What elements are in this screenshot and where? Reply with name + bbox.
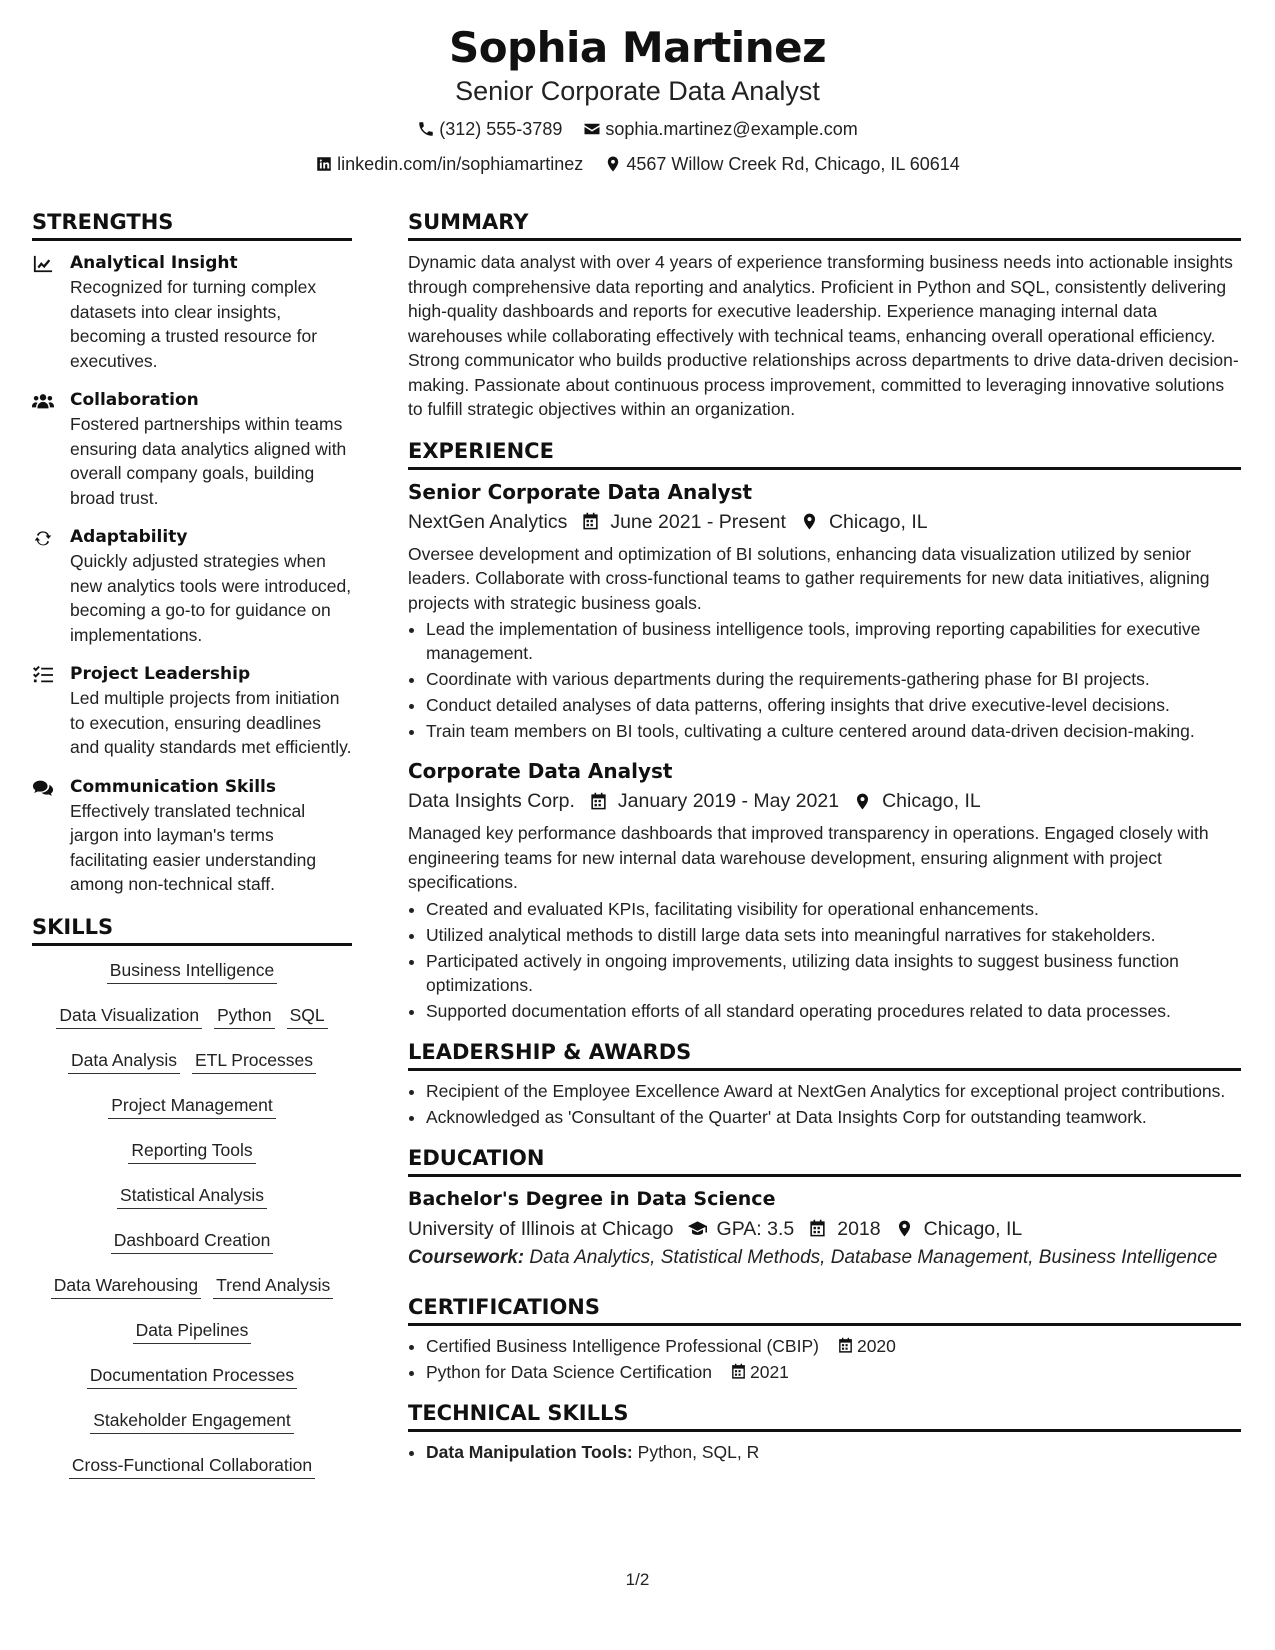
leadership-heading: LEADERSHIP & AWARDS	[408, 1037, 1241, 1071]
job-entry	[408, 757, 1241, 1023]
strength-title: Adaptability	[70, 527, 188, 547]
skills-heading: SKILLS	[32, 912, 352, 946]
job-dates: June 2021 - Present	[610, 510, 786, 533]
job-bullet: • Participated actively in ongoing improvements, utilizing data insights to suggest business function optimizations.	[426, 949, 1241, 997]
strength-desc: Effectively translated technical jargon into layman's terms facilitating easier understanding among non-technical staff.	[70, 800, 317, 894]
job-location: Chicago, IL	[828, 510, 928, 533]
summary-heading: SUMMARY	[408, 207, 1241, 241]
skill-tag: Data Pipelines	[133, 1318, 252, 1344]
skill-tag: Trend Analysis	[213, 1273, 333, 1299]
award-bullet: • Acknowledged as 'Consultant of the Quarter' at Data Insights Corp for outstanding teamwork.	[426, 1105, 1241, 1129]
strength-desc: Recognized for turning complex datasets into clear insights, becoming a trusted resource for executives.	[70, 277, 318, 371]
job-bullet: • Supported documentation efforts of all standard operating procedures related to data processes.	[426, 999, 1241, 1023]
strength-item	[32, 662, 352, 760]
coursework-label: Coursework:	[408, 1246, 525, 1268]
job-bullets	[408, 897, 1241, 1023]
contact-row-1	[0, 118, 1275, 143]
tasks-icon	[32, 665, 54, 685]
certification-year: 2021	[749, 1361, 789, 1382]
skill-tag: Project Management	[108, 1093, 275, 1119]
coursework	[408, 1245, 1241, 1270]
skill-tag: Python	[214, 1003, 274, 1029]
job-bullets	[408, 617, 1241, 743]
education-heading: EDUCATION	[408, 1143, 1241, 1177]
comments-icon	[32, 778, 54, 798]
technical-skill-item	[426, 1440, 1241, 1464]
skill-tag: Cross-Functional Collaboration	[69, 1453, 315, 1479]
skill-tag: Statistical Analysis	[117, 1183, 267, 1209]
contact-phone[interactable]	[417, 118, 562, 140]
certifications-list	[408, 1334, 1241, 1384]
job-description: Managed key performance dashboards that improved transparency in operations. Engaged closely with engineering teams for new internal data warehouse development, ensuring alignment with project specifications.	[408, 823, 1209, 892]
skills-section	[32, 912, 352, 1498]
job-bullet: • Created and evaluated KPIs, facilitating visibility for operational enhancements.	[426, 897, 1241, 921]
strength-title: Project Leadership	[70, 664, 251, 684]
job-location: Chicago, IL	[882, 790, 981, 812]
degree-title: Bachelor's Degree in Data Science	[408, 1187, 776, 1210]
job-dates: January 2019 - May 2021	[617, 790, 840, 812]
coursework-text: Data Analytics, Statistical Methods, Database Management, Business Intelligence	[529, 1246, 1218, 1268]
certification-item	[426, 1334, 1241, 1358]
candidate-name: Sophia Martinez	[448, 23, 827, 72]
job-bullet: • Utilized analytical methods to distill large data sets into meaningful narratives for stakeholders.	[426, 923, 1241, 947]
envelope-icon	[583, 120, 601, 138]
certification-name: • Python for Data Science Certification	[426, 1361, 712, 1382]
job-bullet: • Conduct detailed analyses of data patterns, offering insights that drive executive-level decisions.	[426, 693, 1241, 717]
school-name: University of Illinois at Chicago	[408, 1217, 674, 1240]
job-title: Senior Corporate Data Analyst	[408, 479, 753, 504]
job-entry	[408, 478, 1241, 744]
resume-header	[0, 22, 1275, 178]
candidate-title: Senior Corporate Data Analyst	[455, 76, 820, 106]
certification-item	[426, 1360, 1241, 1384]
contact-email[interactable]	[583, 118, 857, 140]
skill-tag: SQL	[287, 1003, 328, 1029]
strength-item	[32, 775, 352, 897]
job-title: Corporate Data Analyst	[408, 759, 673, 783]
strength-title: Analytical Insight	[70, 253, 238, 273]
experience-heading: EXPERIENCE	[408, 436, 1241, 470]
technical-skills-heading: TECHNICAL SKILLS	[408, 1398, 1241, 1432]
graduation-cap-icon	[688, 1219, 707, 1238]
chart-line-icon	[32, 254, 54, 274]
map-marker-icon	[895, 1219, 914, 1238]
contact-linkedin[interactable]	[315, 153, 583, 175]
certifications-heading: CERTIFICATIONS	[408, 1292, 1241, 1326]
strengths-list	[32, 251, 352, 897]
job-description: Oversee development and optimization of BI solutions, enhancing data visualization utilized by senior leaders. Collaborate with cross-functional teams to gather requirements for new data initiatives, aligning projects with strategic business goals.	[408, 543, 1210, 613]
skill-tag: Reporting Tools	[128, 1138, 255, 1164]
users-icon	[32, 391, 54, 411]
address-text: 4567 Willow Creek Rd, Chicago, IL 60614	[626, 154, 960, 174]
gpa-text: GPA: 3.5	[716, 1217, 795, 1240]
strengths-heading: STRENGTHS	[32, 207, 352, 241]
summary-text: Dynamic data analyst with over 4 years of experience transforming business needs into actionable insights through comprehensive data reporting and analytics. Proficient in Python and SQL, consistently delivering high-quality dashboards and reports for executive leadership. Experience managing internal data warehouses while collaborating effectively with technical teams, enhancing overall operational efficiency. Strong communicator who builds productive relationships across departments to drive data-driven decision-making. Passionate about continuous process improvement, committed to leveraging innovative solutions to fulfill strategic objectives within an organization.	[408, 252, 1239, 419]
experience-section	[408, 436, 1241, 1023]
linkedin-icon	[315, 155, 333, 173]
strength-desc: Fostered partnerships within teams ensuring data analytics aligned with overall company goals, building broad trust.	[70, 414, 347, 508]
job-company: Data Insights Corp.	[408, 790, 575, 812]
skill-tag: Business Intelligence	[107, 958, 277, 984]
strength-title: Collaboration	[70, 390, 199, 410]
skill-tag: ETL Processes	[192, 1048, 316, 1074]
page-number: 1/2	[625, 1570, 650, 1589]
award-bullet: • Recipient of the Employee Excellence Award at NextGen Analytics for exceptional project contributions.	[426, 1079, 1241, 1103]
skill-tag: Data Analysis	[68, 1048, 180, 1074]
technical-skills-list	[408, 1440, 1241, 1464]
skill-tag: Data Visualization	[56, 1003, 202, 1029]
calendar-icon	[808, 1219, 827, 1238]
strength-desc: Quickly adjusted strategies when new analytics tools were introduced, becoming a go-to for guidance on implementations.	[70, 551, 352, 645]
skill-tag: Data Warehousing	[51, 1273, 201, 1299]
job-bullet: • Lead the implementation of business intelligence tools, improving reporting capabilities for executive management.	[426, 617, 1241, 665]
calendar-icon	[581, 512, 600, 531]
left-column	[32, 207, 352, 1498]
technical-skills-section	[408, 1398, 1241, 1464]
certifications-section	[408, 1292, 1241, 1384]
job-meta	[408, 508, 1241, 536]
phone-text: (312) 555-3789	[439, 119, 563, 139]
strength-item	[32, 525, 352, 647]
calendar-icon	[837, 1337, 854, 1354]
sync-icon	[32, 528, 54, 548]
strength-item	[32, 251, 352, 373]
calendar-icon	[730, 1363, 747, 1380]
graduation-year: 2018	[837, 1217, 881, 1240]
job-bullet: • Coordinate with various departments during the requirements-gathering phase for BI projects.	[426, 667, 1241, 691]
education-section	[408, 1143, 1241, 1270]
skill-tag: Documentation Processes	[87, 1363, 297, 1389]
leadership-bullets	[408, 1079, 1241, 1129]
calendar-icon	[589, 792, 608, 811]
linkedin-text: linkedin.com/in/sophiamartinez	[337, 154, 584, 174]
map-marker-icon	[800, 512, 819, 531]
technical-skill-value: Python, SQL, R	[637, 1441, 760, 1462]
summary-section	[408, 207, 1241, 422]
skills-list	[32, 958, 352, 1498]
leadership-section	[408, 1037, 1241, 1129]
skill-tag: Stakeholder Engagement	[90, 1408, 294, 1434]
right-column	[408, 207, 1241, 1466]
email-text: sophia.martinez@example.com	[605, 119, 858, 139]
phone-icon	[417, 120, 435, 138]
strength-item	[32, 388, 352, 510]
contact-row-2	[0, 153, 1275, 178]
technical-skill-label: Data Manipulation Tools:	[426, 1441, 633, 1462]
strengths-section	[32, 207, 352, 897]
certification-name: • Certified Business Intelligence Professional (CBIP)	[426, 1335, 819, 1356]
skill-tag: Dashboard Creation	[111, 1228, 274, 1254]
strength-desc: Led multiple projects from initiation to execution, ensuring deadlines and quality standards met efficiently.	[70, 688, 352, 757]
contact-address	[604, 153, 960, 175]
map-marker-icon	[604, 155, 622, 173]
certification-year: 2020	[856, 1335, 896, 1356]
job-bullet: • Train team members on BI tools, cultivating a culture centered around data-driven decision-making.	[426, 719, 1241, 743]
map-marker-icon	[853, 792, 872, 811]
job-meta	[408, 787, 1241, 815]
education-meta	[408, 1215, 1241, 1243]
school-location: Chicago, IL	[923, 1217, 1023, 1240]
strength-title: Communication Skills	[70, 776, 276, 797]
job-company: NextGen Analytics	[408, 510, 568, 533]
